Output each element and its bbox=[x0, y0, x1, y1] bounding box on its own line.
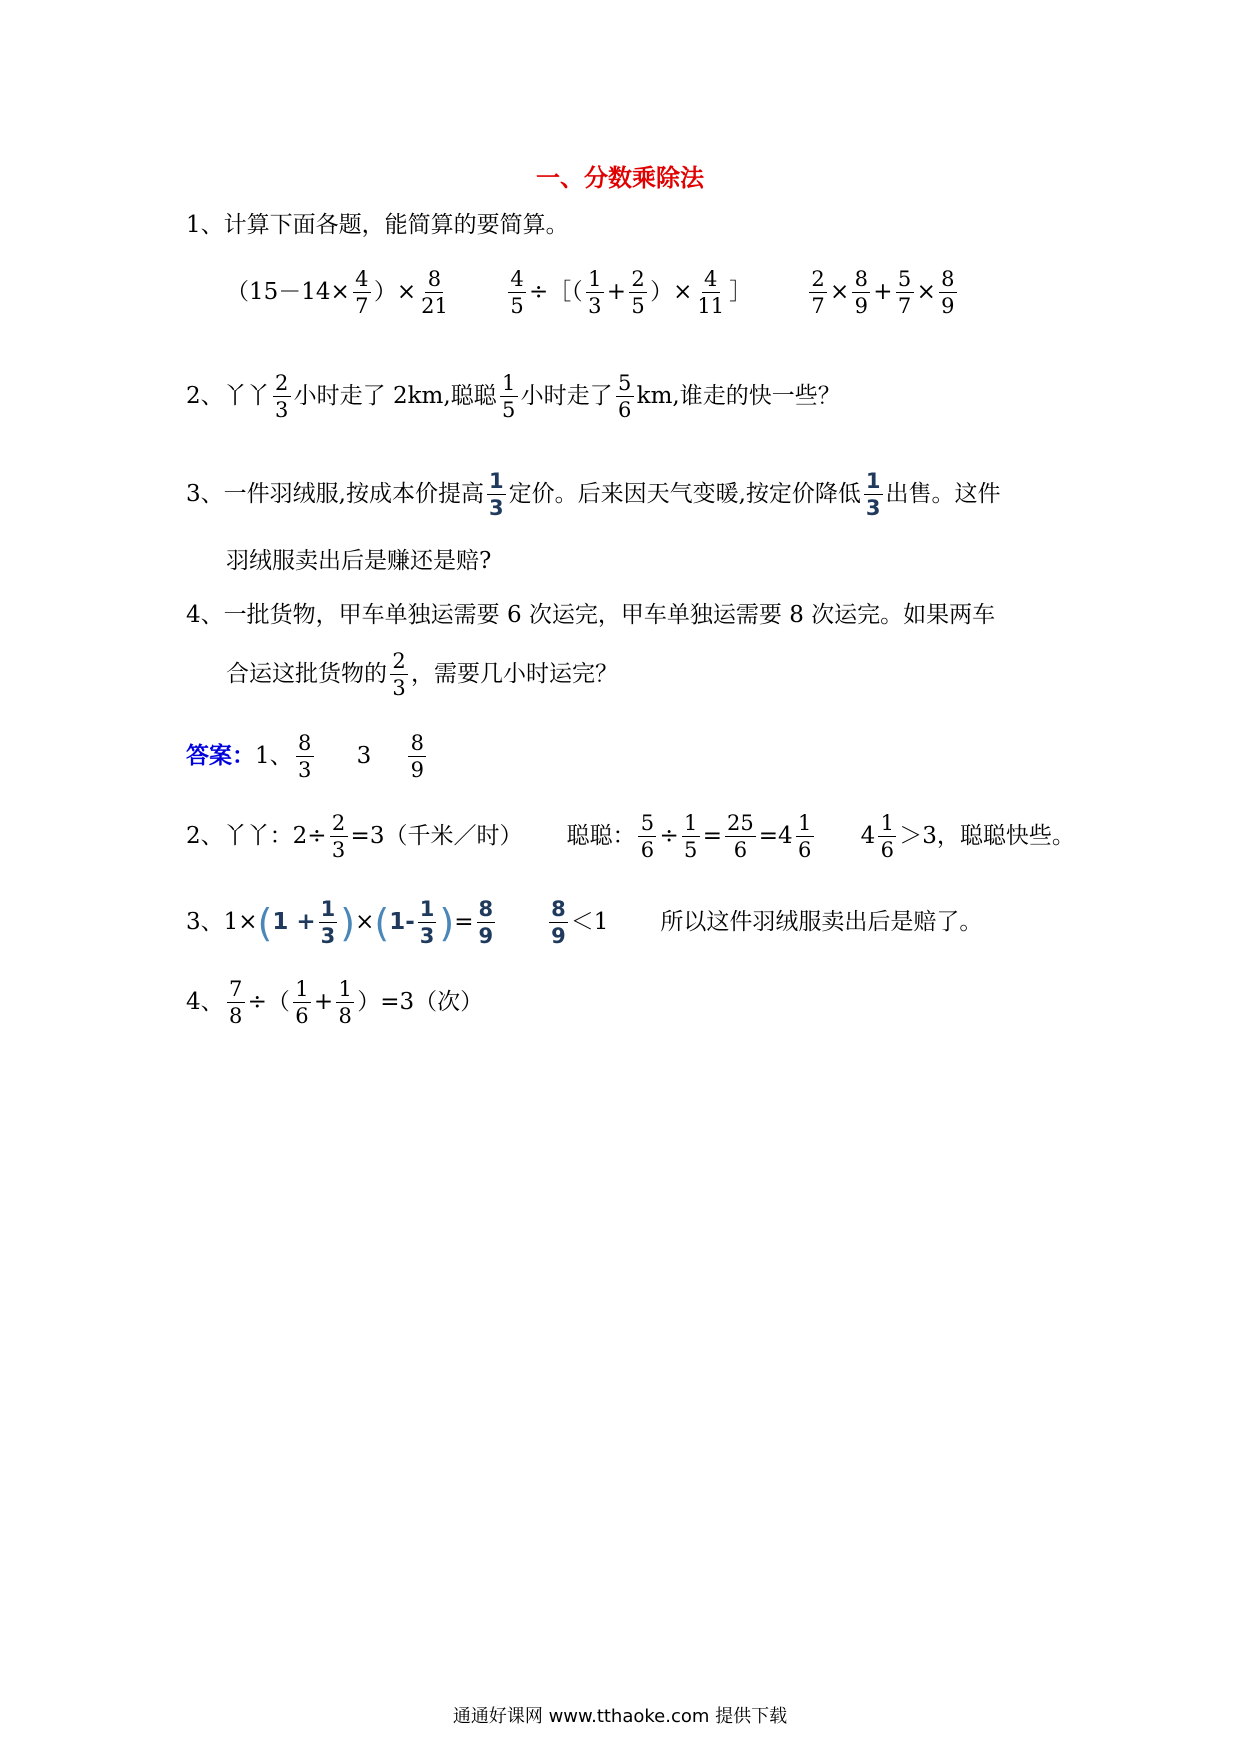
question-text: 定价。后来因天气变暖,按定价降低 bbox=[508, 481, 861, 508]
denominator: 5 bbox=[501, 398, 516, 423]
numerator: 1 bbox=[336, 978, 354, 1003]
answer-text: 4、 bbox=[186, 989, 224, 1016]
numerator: 5 bbox=[896, 268, 914, 293]
answer-text: 聪聪： bbox=[566, 823, 636, 850]
denominator: 3 bbox=[588, 294, 602, 319]
denominator: 6 bbox=[797, 838, 812, 863]
fraction bbox=[418, 898, 437, 947]
question-text: 小时走了 bbox=[520, 383, 613, 410]
question-3-line-2 bbox=[226, 550, 491, 573]
fraction bbox=[586, 268, 604, 317]
fraction bbox=[796, 812, 814, 861]
numerator: 1 bbox=[487, 470, 506, 495]
answer-text: = bbox=[702, 823, 723, 850]
answer-4 bbox=[186, 978, 483, 1027]
expr-text: ÷［（ bbox=[529, 279, 583, 306]
numerator: 4 bbox=[353, 268, 371, 293]
numerator: 1 bbox=[293, 978, 311, 1003]
denominator: 3 bbox=[865, 496, 881, 521]
question-1-text: 1、计算下面各题，能简算的要简算。 bbox=[186, 212, 569, 238]
fraction bbox=[500, 372, 518, 421]
denominator: 5 bbox=[510, 294, 524, 319]
fraction bbox=[616, 372, 634, 421]
fraction bbox=[330, 812, 348, 861]
numerator: 2 bbox=[809, 268, 827, 293]
fraction bbox=[273, 372, 291, 421]
denominator: 3 bbox=[419, 924, 435, 949]
numerator: 5 bbox=[638, 812, 656, 837]
denominator: 6 bbox=[640, 838, 655, 863]
fraction bbox=[227, 978, 245, 1027]
question-text: 4、一批货物，甲车单独运需要 6 次运完，甲车单独运需要 8 次运完。如果两车 bbox=[186, 602, 996, 628]
paren-right: ) bbox=[439, 900, 455, 945]
expr-text: × bbox=[916, 279, 936, 306]
question-text: 小时走了 2km,聪聪 bbox=[293, 383, 497, 410]
expression-1 bbox=[226, 268, 453, 317]
numerator: 4 bbox=[508, 268, 526, 293]
answer-text: =3（千米／时） bbox=[350, 823, 523, 850]
fraction bbox=[319, 898, 338, 947]
expression-2 bbox=[505, 268, 752, 317]
paren-left: ( bbox=[257, 900, 273, 945]
denominator: 9 bbox=[478, 924, 494, 949]
denominator: 6 bbox=[617, 398, 632, 423]
fraction bbox=[638, 812, 656, 861]
numerator: 8 bbox=[939, 268, 957, 293]
fraction bbox=[852, 268, 870, 317]
denominator: 9 bbox=[854, 294, 868, 319]
denominator: 21 bbox=[421, 294, 448, 319]
page-title: 一、分数乘除法 bbox=[536, 164, 704, 192]
numerator: 8 bbox=[296, 732, 314, 757]
answer-3 bbox=[186, 898, 982, 947]
question-4-line-2 bbox=[226, 650, 618, 699]
numerator: 8 bbox=[408, 732, 426, 757]
denominator: 8 bbox=[228, 1004, 243, 1029]
denominator: 7 bbox=[897, 294, 912, 319]
fraction bbox=[508, 268, 526, 317]
numerator: 1 bbox=[418, 898, 437, 923]
fraction bbox=[896, 268, 914, 317]
answer-1 bbox=[186, 732, 429, 781]
answer-text: 1、 bbox=[255, 743, 293, 770]
expression-3 bbox=[806, 268, 960, 317]
question-4 bbox=[186, 604, 995, 627]
numerator: 2 bbox=[273, 372, 291, 397]
denominator: 3 bbox=[274, 398, 289, 423]
numerator: 2 bbox=[330, 812, 348, 837]
answer-text: ÷（ bbox=[247, 989, 290, 1016]
question-text: 2、丫丫 bbox=[186, 383, 270, 410]
fraction bbox=[864, 470, 883, 519]
denominator: 11 bbox=[697, 294, 725, 319]
fraction bbox=[336, 978, 354, 1027]
footer-text: 通通好课网 www.tthaoke.com 提供下载 bbox=[452, 1706, 788, 1727]
denominator: 6 bbox=[880, 838, 894, 863]
fraction bbox=[549, 898, 568, 947]
answer-label: 答案： bbox=[186, 743, 255, 770]
expr-text: × bbox=[830, 279, 850, 306]
denominator: 3 bbox=[320, 924, 336, 949]
numerator: 7 bbox=[227, 978, 245, 1003]
answer-text: ）=3（次） bbox=[357, 989, 484, 1016]
answer-text: 3 bbox=[356, 743, 372, 770]
fraction bbox=[725, 812, 756, 861]
numerator: 8 bbox=[852, 268, 870, 293]
numerator: 2 bbox=[390, 650, 408, 675]
fraction bbox=[682, 812, 700, 861]
answer-text: 2、丫丫：2÷ bbox=[186, 823, 327, 850]
paren-left: ( bbox=[374, 900, 390, 945]
answer-text: × bbox=[355, 909, 375, 936]
denominator: 6 bbox=[295, 1004, 309, 1029]
answer-text: 1- bbox=[389, 909, 415, 936]
expr-text: ）× bbox=[650, 279, 693, 306]
denominator: 9 bbox=[941, 294, 955, 319]
denominator: 8 bbox=[338, 1004, 352, 1029]
question-text: 出售。这件 bbox=[885, 481, 1001, 508]
answer-text: ＞3，聪聪快些。 bbox=[899, 823, 1075, 850]
denominator: 3 bbox=[331, 838, 346, 863]
fraction bbox=[695, 268, 726, 317]
answer-text: ÷ bbox=[659, 823, 679, 850]
numerator: 1 bbox=[864, 470, 883, 495]
numerator: 8 bbox=[477, 898, 496, 923]
fraction bbox=[809, 268, 827, 317]
denominator: 7 bbox=[355, 294, 369, 319]
numerator: 1 bbox=[586, 268, 604, 293]
answer-text: 1 + bbox=[272, 909, 316, 936]
question-text: 羽绒服卖出后是赚还是赔? bbox=[226, 548, 492, 574]
question-text: ，需要几小时运完？ bbox=[411, 661, 618, 688]
expr-text: ）× bbox=[373, 279, 417, 306]
numerator: 2 bbox=[629, 268, 647, 293]
expr-text: ］ bbox=[729, 279, 753, 306]
expr-text: + bbox=[873, 279, 893, 306]
answer-text: 4 bbox=[860, 823, 876, 850]
question-text: km,谁走的快一些？ bbox=[636, 383, 841, 410]
numerator: 1 bbox=[878, 812, 896, 837]
question-3 bbox=[186, 470, 1001, 519]
numerator: 1 bbox=[500, 372, 518, 397]
numerator: 8 bbox=[425, 268, 443, 293]
fraction bbox=[408, 732, 426, 781]
answer-text: =4 bbox=[758, 823, 793, 850]
fraction bbox=[353, 268, 371, 317]
numerator: 8 bbox=[549, 898, 568, 923]
denominator: 9 bbox=[410, 758, 424, 783]
numerator: 25 bbox=[725, 812, 756, 837]
question-text: 3、一件羽绒服,按成本价提高 bbox=[186, 481, 484, 508]
fraction bbox=[296, 732, 314, 781]
fraction bbox=[487, 470, 506, 519]
question-1 bbox=[186, 214, 569, 237]
numerator: 5 bbox=[616, 372, 634, 397]
fraction bbox=[629, 268, 647, 317]
numerator: 1 bbox=[796, 812, 814, 837]
numerator: 4 bbox=[702, 268, 720, 293]
question-2 bbox=[186, 372, 841, 421]
answer-text: = bbox=[454, 909, 474, 936]
fraction bbox=[390, 650, 408, 699]
numerator: 1 bbox=[682, 812, 700, 837]
answer-text: 3、1× bbox=[186, 909, 258, 936]
denominator: 5 bbox=[631, 294, 645, 319]
denominator: 5 bbox=[684, 838, 698, 863]
denominator: 9 bbox=[551, 924, 566, 949]
denominator: 3 bbox=[297, 758, 312, 783]
fraction bbox=[939, 268, 957, 317]
question-text: 合运这批货物的 bbox=[226, 661, 387, 688]
paren-right: ) bbox=[340, 900, 356, 945]
denominator: 3 bbox=[392, 676, 406, 701]
answer-text: ＜1 bbox=[570, 909, 609, 936]
numerator: 1 bbox=[319, 898, 338, 923]
fraction bbox=[878, 812, 896, 861]
denominator: 3 bbox=[488, 496, 504, 521]
answer-2 bbox=[186, 812, 1075, 861]
fraction bbox=[293, 978, 311, 1027]
expr-text: （15－14× bbox=[226, 279, 350, 306]
denominator: 6 bbox=[733, 838, 748, 863]
fraction bbox=[419, 268, 450, 317]
answer-text: 所以这件羽绒服卖出后是赔了。 bbox=[660, 909, 983, 936]
denominator: 7 bbox=[811, 294, 825, 319]
fraction bbox=[477, 898, 496, 947]
expr-text: + bbox=[606, 279, 627, 306]
answer-text: + bbox=[313, 989, 334, 1016]
